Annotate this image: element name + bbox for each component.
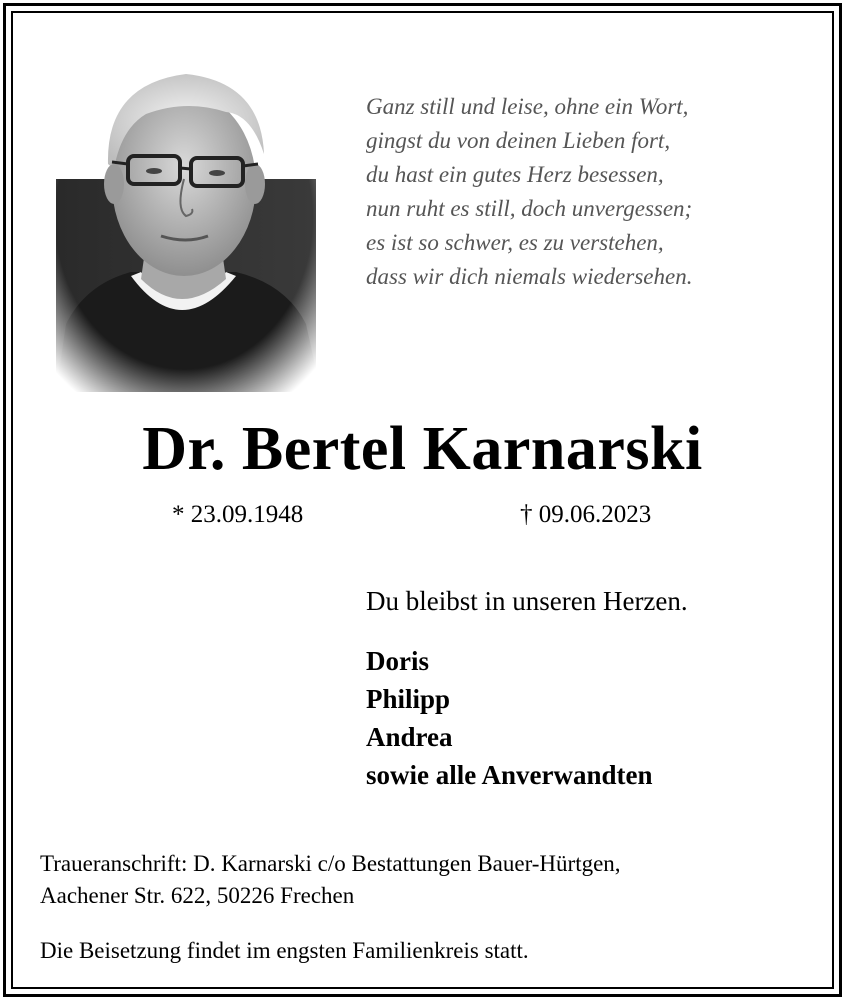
poem-line: dass wir dich niemals wiedersehen. (366, 264, 693, 289)
poem (366, 90, 806, 294)
mourners-list (366, 642, 653, 794)
poem-line: du hast ein gutes Herz besessen, (366, 162, 664, 187)
mourner-name: Philipp (366, 684, 451, 714)
deceased-name: Dr. Bertel Karnarski (142, 415, 703, 483)
mourning-address (40, 848, 621, 912)
poem-line: Ganz still und leise, ohne ein Wort, (366, 94, 689, 119)
poem-line: gingst du von deinen Lieben fort, (366, 128, 671, 153)
mourner-name: Doris (366, 646, 429, 676)
address-line: Traueranschrift: D. Karnarski c/o Bestattungen Bauer-Hürtgen, (40, 851, 621, 876)
mourner-name: sowie alle Anverwandten (366, 760, 653, 790)
death-date: † 09.06.2023 (520, 501, 652, 528)
memorial-message: Du bleibst in unseren Herzen. (366, 586, 688, 616)
poem-line: nun ruht es still, doch unvergessen; (366, 196, 693, 221)
birth-date: * 23.09.1948 (172, 501, 304, 528)
address-line: Aachener Str. 622, 50226 Frechen (40, 883, 355, 908)
mourner-name: Andrea (366, 722, 453, 752)
poem-line: es ist so schwer, es zu verstehen, (366, 230, 664, 255)
portrait-photo (36, 44, 332, 392)
burial-note: Die Beisetzung findet im engsten Familienkreis statt. (40, 938, 529, 963)
